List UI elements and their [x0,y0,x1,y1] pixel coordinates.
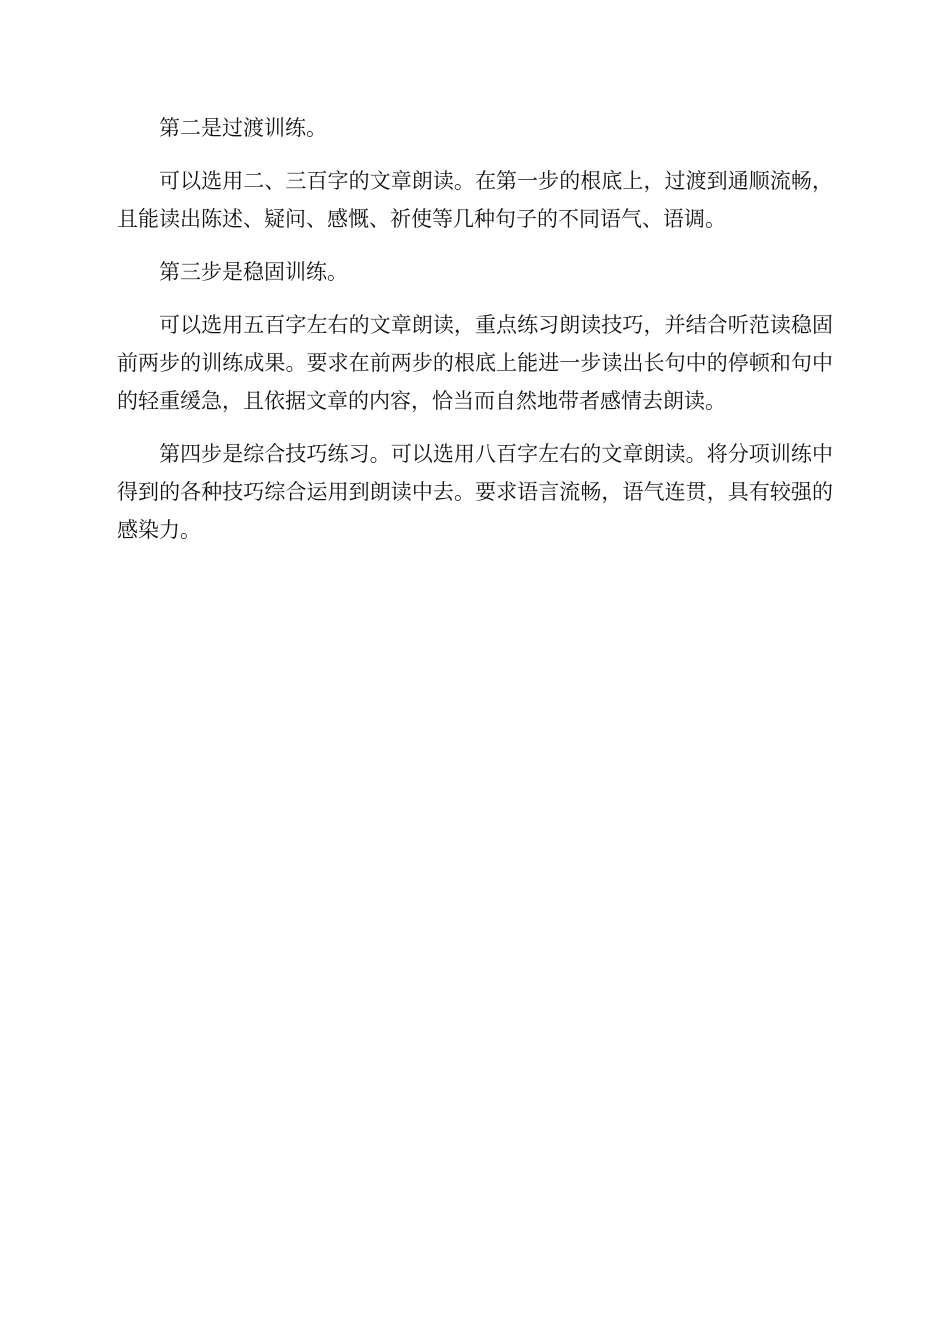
paragraph-comprehensive-practice: 第四步是综合技巧练习。可以选用八百字左右的文章朗读。将分项训练中得到的各种技巧综合运用到朗读中去。要求语言流畅，语气连贯，具有较强的感染力。 [117,442,833,542]
paragraph-transition-body: 可以选用二、三百字的文章朗读。在第一步的根底上，过渡到通顺流畅，且能读出陈述、疑问、感慨、祈使等几种句子的不同语气、语调。 [117,169,833,231]
paragraph-consolidation-heading: 第三步是稳固训练。 [159,260,348,284]
paragraph-transition-heading: 第二是过渡训练。 [159,116,327,140]
document-body [117,109,833,549]
paragraph-consolidation-body: 可以选用五百字左右的文章朗读，重点练习朗读技巧，并结合听范读稳固前两步的训练成果。要求在前两步的根底上能进一步读出长句中的停顿和句中的轻重缓急，且依据文章的内容，恰当而自然地带者感情去朗读。 [117,313,833,413]
